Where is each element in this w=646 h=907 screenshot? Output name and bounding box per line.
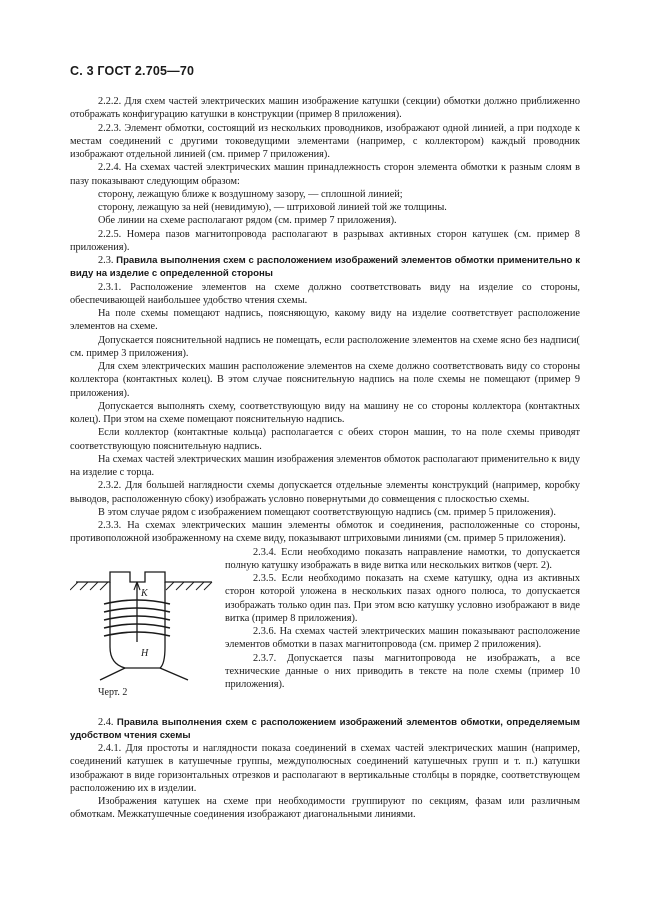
paragraph: сторону, лежащую за ней (невидимую), — штриховой линией той же толщины. (98, 202, 447, 213)
paragraph: 2.4.1. Для простоты и наглядности показа соединений в схемах частей электрических машин (например, соединений катушек в катушечные группы, междуполюсных соединений катушечных групп и т. п.) катушки изображают в виде горизонтальных отрезков и располагают в вертикальные столбцы в порядке, соответствующем расположению их в изделии. (70, 743, 580, 794)
section-title: Правила выполнения схем с расположением изображений элементов обмотки, определяемым удобством чтения схемы (70, 716, 580, 741)
paragraph: 2.3.6. На схемах частей электрических машин показывают расположение элементов обмотки в пазах магнитопровода (см. пример 2 приложения). (225, 626, 580, 651)
coil-drawing (70, 552, 220, 682)
core-top-outline (76, 572, 212, 582)
paragraph: На поле схемы помещают надпись, поясняющую, какому виду на изделие соответствует расположение элементов на схеме. (70, 308, 580, 333)
paragraph: 2.3.4. Если необходимо показать направление намотки, то допускается полную катушку изображать в виде витка или нескольких витков (черт. 2). (225, 546, 580, 571)
label-end: Н (141, 647, 149, 659)
figure-block (70, 546, 580, 716)
paragraph: 2.2.3. Элемент обмотки, состоящий из нескольких проводников, изображают одной линией, а при подходе к местам соединений с другими токоведущими элементами (например, с коллектором) каждый проводник изображают отдельной линией (см. пример 7 приложения). (70, 122, 580, 160)
paragraph: 2.2.2. Для схем частей электрических машин изображение катушки (секции) обмотки должно приближенно отображать конфигурацию катушки в конструкции (пример 8 приложения). (70, 96, 580, 121)
figure-side-text (225, 546, 580, 716)
paragraph: В этом случае рядом с изображением помещают соответствующую надпись (см. пример 5 приложения). (98, 506, 556, 518)
paragraph: Допускается пояснительной надпись не помещать, если расположение элементов на схеме ясно без надписи( см. пример 3 приложения). (70, 334, 580, 359)
figure-caption: Черт. 2 (98, 686, 128, 698)
paragraph: Допускается выполнять схему, соответствующую виду на машину не со стороны коллектора (контактных колец). При этом на схеме помещают пояснительную надпись. (70, 400, 580, 425)
document-body (70, 95, 580, 822)
page-header: С. 3 ГОСТ 2.705—70 (70, 64, 195, 78)
paragraph: 2.3.5. Если необходимо показать на схеме катушку, одна из активных сторон которой уложена в нескольких пазах одного полюса, то допускается изображать только один паз. При этом всю катушку условно изображают в виде витка (пример 8 приложения). (225, 573, 580, 624)
pole-shoe (100, 668, 188, 680)
section-heading-2-3 (70, 254, 580, 281)
paragraph: Обе линии на схеме располагают рядом (см. пример 7 приложения). (98, 215, 397, 227)
paragraph: 2.2.4. На схемах частей электрических машин принадлежность сторон элемента обмотки к разным слоям в пазу показывают следующим образом: (70, 162, 580, 187)
section-number: 2.3. (98, 255, 114, 266)
paragraph: 2.3.7. Допускается пазы магнитопровода не изображать, а все технические данные о них приводить в тексте на поле схемы (пример 10 приложения). (225, 652, 580, 690)
paragraph: Изображения катушек на схеме при необходимости группируют по секциям, фазам или различным обмоткам. Межкатушечные соединения изображают диагональными линиями. (70, 796, 580, 821)
paragraph: 2.2.5. Номера пазов магнитопровода располагают в разрывах активных сторон катушек (см. пример 8 приложения). (70, 228, 580, 253)
figure-2 (70, 546, 225, 716)
paragraph: 2.3.3. На схемах электрических машин элементы обмоток и соединения, расположенные со стороны, противоположной изображенному на схеме виду, показывают штриховыми линиями (см. пример 5 приложения). (70, 520, 580, 545)
paragraph: Для схем электрических машин расположение элементов на схеме должно соответствовать виду со стороны коллектора (контактных колец). В этом случае пояснительную надпись на поле схемы не помещают (пример 9 приложения). (70, 361, 580, 399)
section-number: 2.4. (98, 716, 114, 728)
label-start: К (141, 587, 148, 599)
paragraph: 2.3.1. Расположение элементов на схеме должно соответствовать виду на изделие со стороны, обеспечивающей наибольшее удобство чтения схемы. (70, 281, 580, 306)
paragraph: 2.3.2. Для большей наглядности схемы допускается отдельные элементы конструкций (например, коробку выводов, расположенную сбоку) изображать условно повернутыми до совмещения с плоскостью схемы. (70, 480, 580, 505)
section-heading-2-4 (70, 716, 580, 743)
paragraph: сторону, лежащую ближе к воздушному зазору, — сплошной линией; (98, 188, 403, 200)
section-title: Правила выполнения схем с расположением изображений элементов обмотки применительно к виду на изделие с определенной стороны (70, 255, 580, 280)
paragraph: На схемах частей электрических машин изображения элементов обмоток располагают применительно к виду на изделие с торца. (70, 453, 580, 478)
paragraph: Если коллектор (контактные кольца) располагается с обеих сторон машин, то на поле схемы приводят соответствующую пояснительную надпись. (70, 427, 580, 452)
